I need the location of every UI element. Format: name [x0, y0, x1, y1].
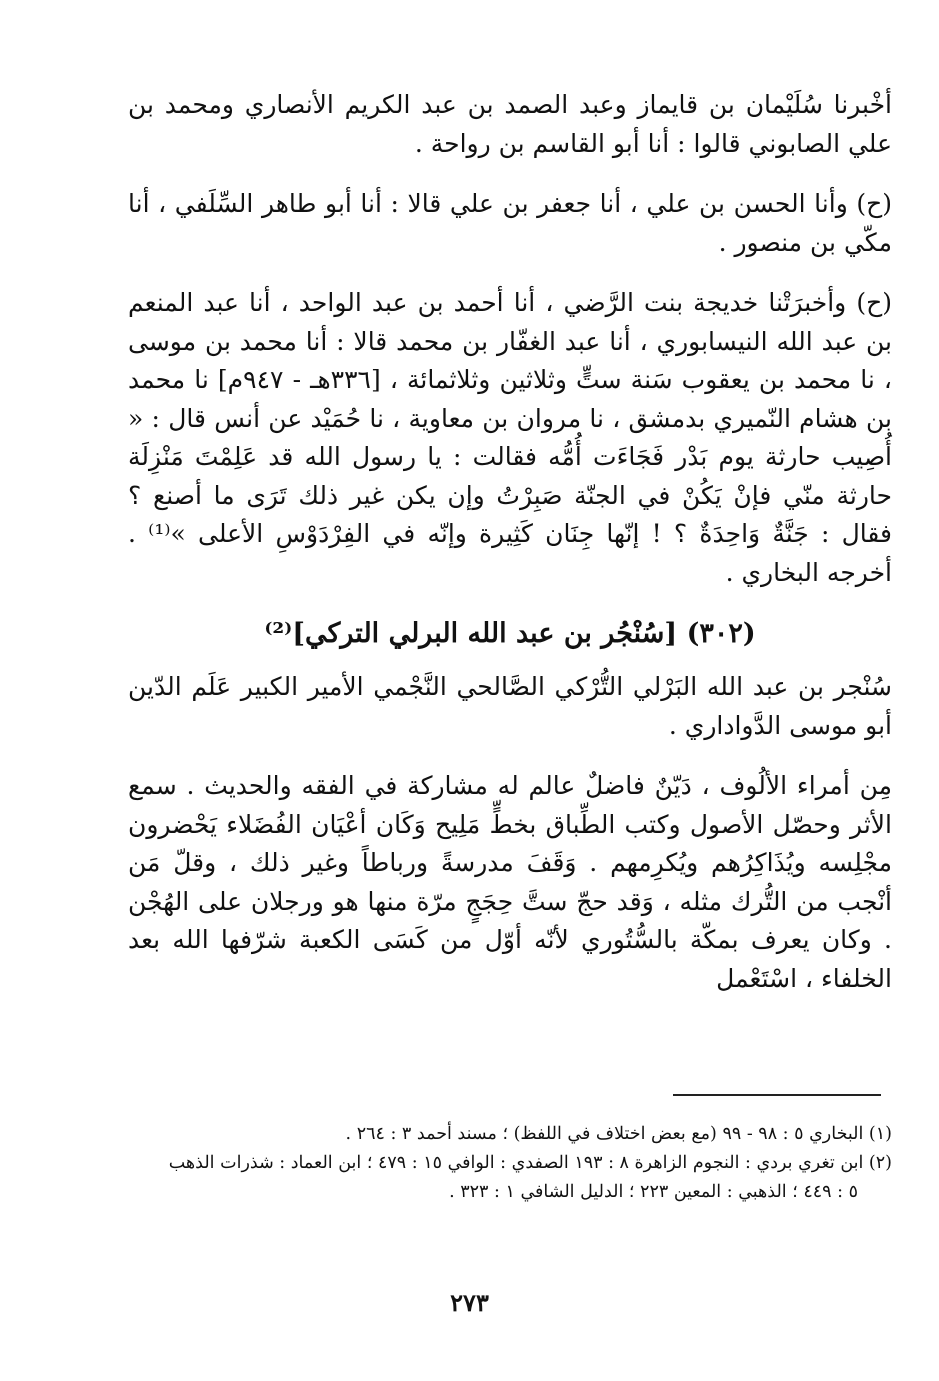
paragraph-isnad-2: (ح) وأنا الحسن بن علي ، أنا جعفر بن علي قالا : أنا أبو طاهر السِّلَفي ، أنا مكّي بن منصور .: [128, 189, 892, 257]
paragraph-biography-name: سُنْجر بن عبد الله البَرْلي التُّرْكي الصَّالحي النَّجْمي الأمير الكبير عَلَم الدّين أبو موسى الدَّواداري .: [128, 672, 892, 740]
footnote-2: (٢) ابن تغري بردي : النجوم الزاهرة ٨ : ١٩٣ الصفدي : الوافي ١٥ : ٤٧٩ ؛ ابن العماد : شذرات الذهب: [168, 1153, 892, 1173]
footnote-2-continued: ٥ : ٤٤٩ ؛ الذهبي : المعين ٢٢٣ ؛ الدليل الشافي ١ : ٣٢٣ .: [449, 1182, 858, 1202]
main-text: [128, 86, 892, 998]
footnote-1: (١) البخاري ٥ : ٩٨ - ٩٩ (مع بعض اختلاف في اللفظ) ؛ مسند أحمد ٣ : ٢٦٤ .: [345, 1124, 892, 1144]
paragraph-biography-body: مِن أمراء الألُوف ، دَيّنٌ فاضلٌ عالم له مشاركة في الفقه والحديث . سمع الأثر وحصّل الأصول وكتب الطِّباق بخطٍّ مَلِيح وَكَان أعْيَان الفُضَلاء يَحْضرون مجْلِسه ويُذَاكِرُهم ويُكرِمهم . وَقَفَ مدرسةً ورباطاً وغير ذلك ، وقلّ مَن أنْجب من التُّرك مثله ، وَقد حجّ ستَّ حِجَجٍ مرّة منها هو ورجلان على الهُجْن . وكان يعرف بمكّة بالسُّتُوري لأنّه أوّل من كَسَى الكعبة شرّفها الله بعد الخلفاء ، اسْتَعْمل: [128, 771, 892, 993]
footnote-separator: [673, 1094, 881, 1096]
entry-heading: (٣٠٢) [سُنْجُر بن عبد الله البرلي التركي]⁽²⁾: [264, 618, 756, 649]
page-number: ٢٧٣: [450, 1288, 489, 1317]
paragraph-isnad-1: أخْبرنا سُلَيْمان بن قايماز وعبد الصمد بن عبد الكريم الأنصاري ومحمد بن علي الصابوني قالوا : أنا أبو القاسم بن رواحة .: [128, 90, 892, 158]
paragraph-hadith: (ح) وأخبرَتْنا خديجة بنت الرَّضي ، أنا أحمد بن عبد الواحد ، أنا عبد المنعم بن عبد الله النيسابوري ، أنا عبد الغفّار بن محمد قالا : أنا محمد بن موسى ، نا محمد بن يعقوب سَنة ستٍّ وثلاثين وثلاثمائة ، [٣٣٦هـ - ٩٤٧م] نا محمد بن هشام النّميري بدمشق ، نا مروان بن معاوية ، نا حُمَيْد عن أنس قال : « أُصِيب حارثة يوم بَدْر فَجَاءَت أُمُّه فقالت : يا رسول الله قد عَلِمْتَ مَنْزِلَة حارثة منّي فإنْ يَكُنْ في الجنّة صَبِرْتُ وإن يكن غير ذلك تَرَى ما أصنع ؟ فقال : جَنَّةٌ وَاحِدَةٌ ؟ ! إنّها جِنَان كَثِيرة وإنّه في الفِرْدَوْسِ الأعلى »⁽¹⁾ . أخرجه البخاري .: [128, 288, 892, 587]
footnotes: [140, 1120, 892, 1207]
